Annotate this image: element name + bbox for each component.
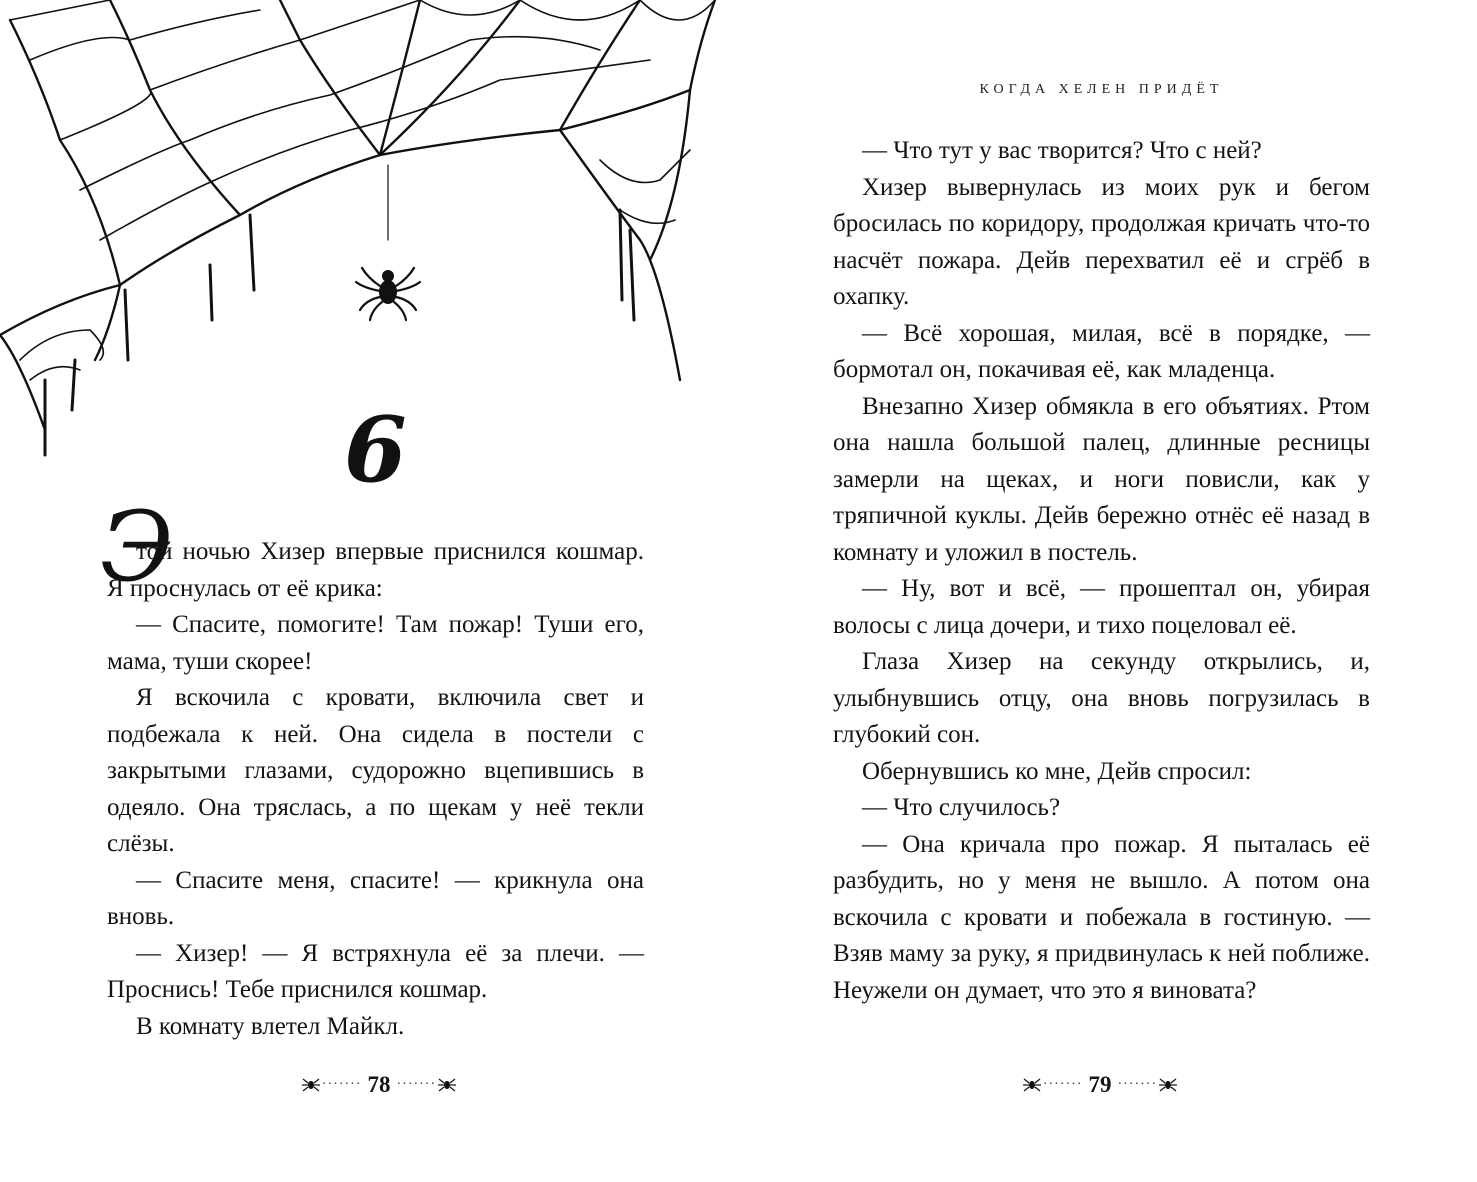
page-number-right — [1000, 1070, 1200, 1100]
folio-dots: ······· — [1042, 1077, 1083, 1092]
paragraph: — Что случилось? — [862, 794, 1061, 821]
page-number-left — [279, 1070, 479, 1100]
paragraph: — Хизер! — Я встряхнула её за плечи. — Проснись! Тебе приснился кошмар. — [107, 939, 644, 1003]
folio-dots: ······· — [321, 1077, 362, 1092]
spider-icon — [300, 1074, 322, 1096]
paragraph: — Спасите меня, спасите! — крикнула она вновь. — [107, 866, 644, 930]
paragraph: — Спасите, помогите! Там пожар! Туши его, мама, туши скорее! — [107, 611, 644, 675]
paragraph: Глаза Хизер на секунду открылись, и, улыбнувшись отцу, она вновь погрузилась в глубокий сон. — [833, 648, 1370, 748]
paragraph: — Всё хорошая, милая, всё в порядке, — бормотал он, покачивая её, как младенца. — [833, 319, 1370, 383]
first-paragraph — [107, 534, 644, 607]
paragraph: Обернувшись ко мне, Дейв спросил: — [862, 757, 1252, 785]
paragraph: Хизер вывернулась из моих рук и бегом бросилась по коридору, продолжая кричать что-то насчёт пожара. Дейв перехватил её и сгрёб в охапку. — [833, 173, 1370, 310]
right-page-body — [833, 133, 1370, 1009]
running-head: КОГДА ХЕЛЕН ПРИДЁТ — [979, 82, 1224, 97]
spider-icon — [356, 268, 420, 320]
page-number: 79 — [1088, 1072, 1112, 1097]
folio-dots: ······· — [396, 1077, 437, 1092]
paragraph: — Что тут у вас творится? Что с ней? — [862, 137, 1262, 164]
left-page — [0, 0, 738, 1182]
page-number: 78 — [367, 1072, 391, 1097]
paragraph: Внезапно Хизер обмякла в его объятиях. Ртом она нашла большой палец, длинные ресницы замерли на щеках, и ноги повисли, как у тряпичной куклы. Дейв бережно отнёс её назад в комнату и уложил в постель. — [833, 392, 1370, 566]
paragraph: В комнату влетел Майкл. — [136, 1012, 405, 1040]
paragraph: Я вскочила с кровати, включила свет и подбежала к ней. Она сидела в постели с закрытыми глазами, судорожно вцепившись в одеяло. Она тряслась, а по щекам у неё текли слёзы. — [107, 684, 644, 857]
paragraph: — Ну, вот и всё, — прошептал он, убирая волосы с лица дочери, и тихо поцеловал её. — [833, 575, 1370, 639]
left-page-body — [107, 534, 644, 1045]
paragraph: — Она кричала про пожар. Я пыталась её разбудить, но у меня не вышло. А потом она вскочила с кровати и побежала в гостиную. — Взяв маму за руку, я придвинулась к ней поближе. Неужели он думает, что это я виновата? — [833, 830, 1370, 1004]
first-paragraph-rest: кошмар. Я проснулась от её крика: — [107, 538, 645, 602]
first-line: той ночью Хизер впервые приснился — [136, 538, 546, 565]
spider-icon — [436, 1074, 458, 1096]
drop-cap-letter: Э — [100, 491, 174, 603]
folio-dots: ······· — [1117, 1077, 1158, 1092]
chapter-number: 6 — [344, 397, 407, 503]
spider-icon — [1021, 1074, 1043, 1096]
spider-icon — [1157, 1074, 1179, 1096]
